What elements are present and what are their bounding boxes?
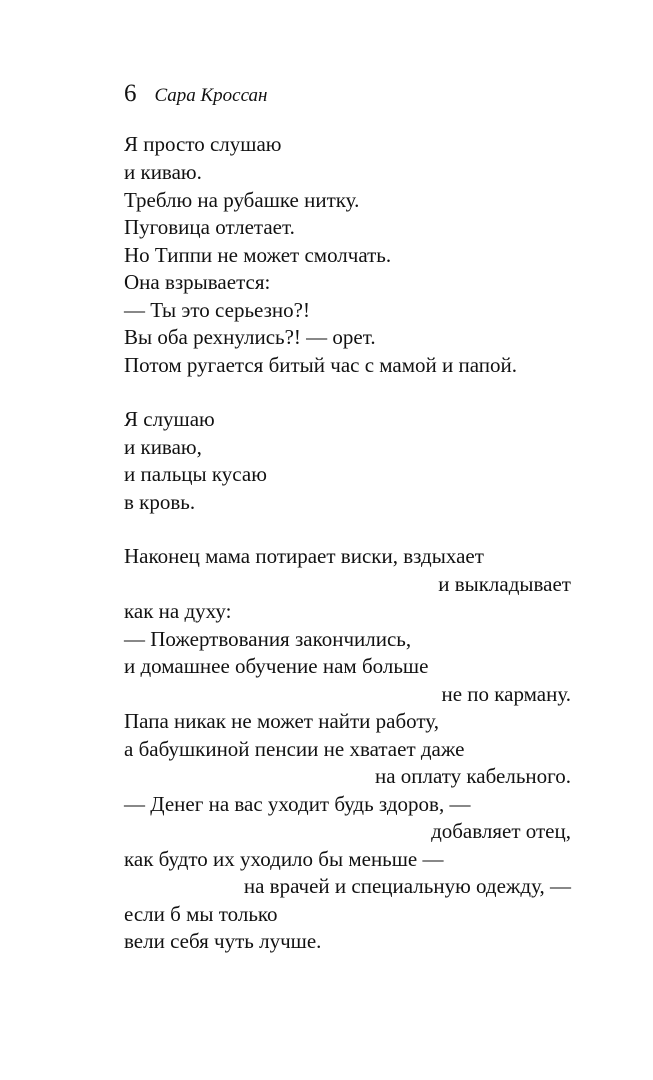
text-line: Я просто слушаю [124,132,282,156]
text-line: как будто их уходило бы меньше — [124,847,444,871]
text-line: Папа никак не может найти работу, [124,709,439,733]
text-line: добавляет отец, [431,819,571,843]
text-line: Потом ругается битый час с мамой и папой. [124,353,518,377]
text-line: если б мы только [124,902,278,926]
page-header [124,80,267,108]
text-line: как на духу: [124,599,232,623]
text-line: вели себя чуть лучше. [124,929,322,953]
text-line: на оплату кабельного. [374,764,571,788]
text-line: и домашнее обучение нам больше [124,654,429,678]
text-line: Вы оба рехнулись?! — орет. [124,325,376,349]
text-line: не по карману. [441,682,571,706]
text-line: и выкладывает [438,572,571,596]
text-line: Она взрывается: [124,270,271,294]
text-line: Треблю на рубашке нитку. [124,188,360,212]
text-line: — Пожертвования закончились, [124,627,412,651]
text-line: Наконец мама потирает виски, вздыхает [124,544,484,568]
text-line: а бабушкиной пенсии не хватает даже [124,737,465,761]
page-number: 6 [124,80,137,107]
text-line: Я слушаю [124,407,215,431]
text-line: Пуговица отлетает. [124,215,295,239]
text-line: в кровь. [124,490,196,514]
text-line: и киваю. [124,160,202,184]
text-line: на врачей и специальную одежду, — [243,874,571,898]
text-line: — Ты это серьезно?! [124,298,310,322]
running-head-author: Сара Кроссан [154,85,268,106]
text-line: и киваю, [124,435,202,459]
text-line: Но Типпи не может смолчать. [124,243,392,267]
text-line: и пальцы кусаю [124,462,267,486]
text-line: — Денег на вас уходит будь здоров, — [124,792,471,816]
